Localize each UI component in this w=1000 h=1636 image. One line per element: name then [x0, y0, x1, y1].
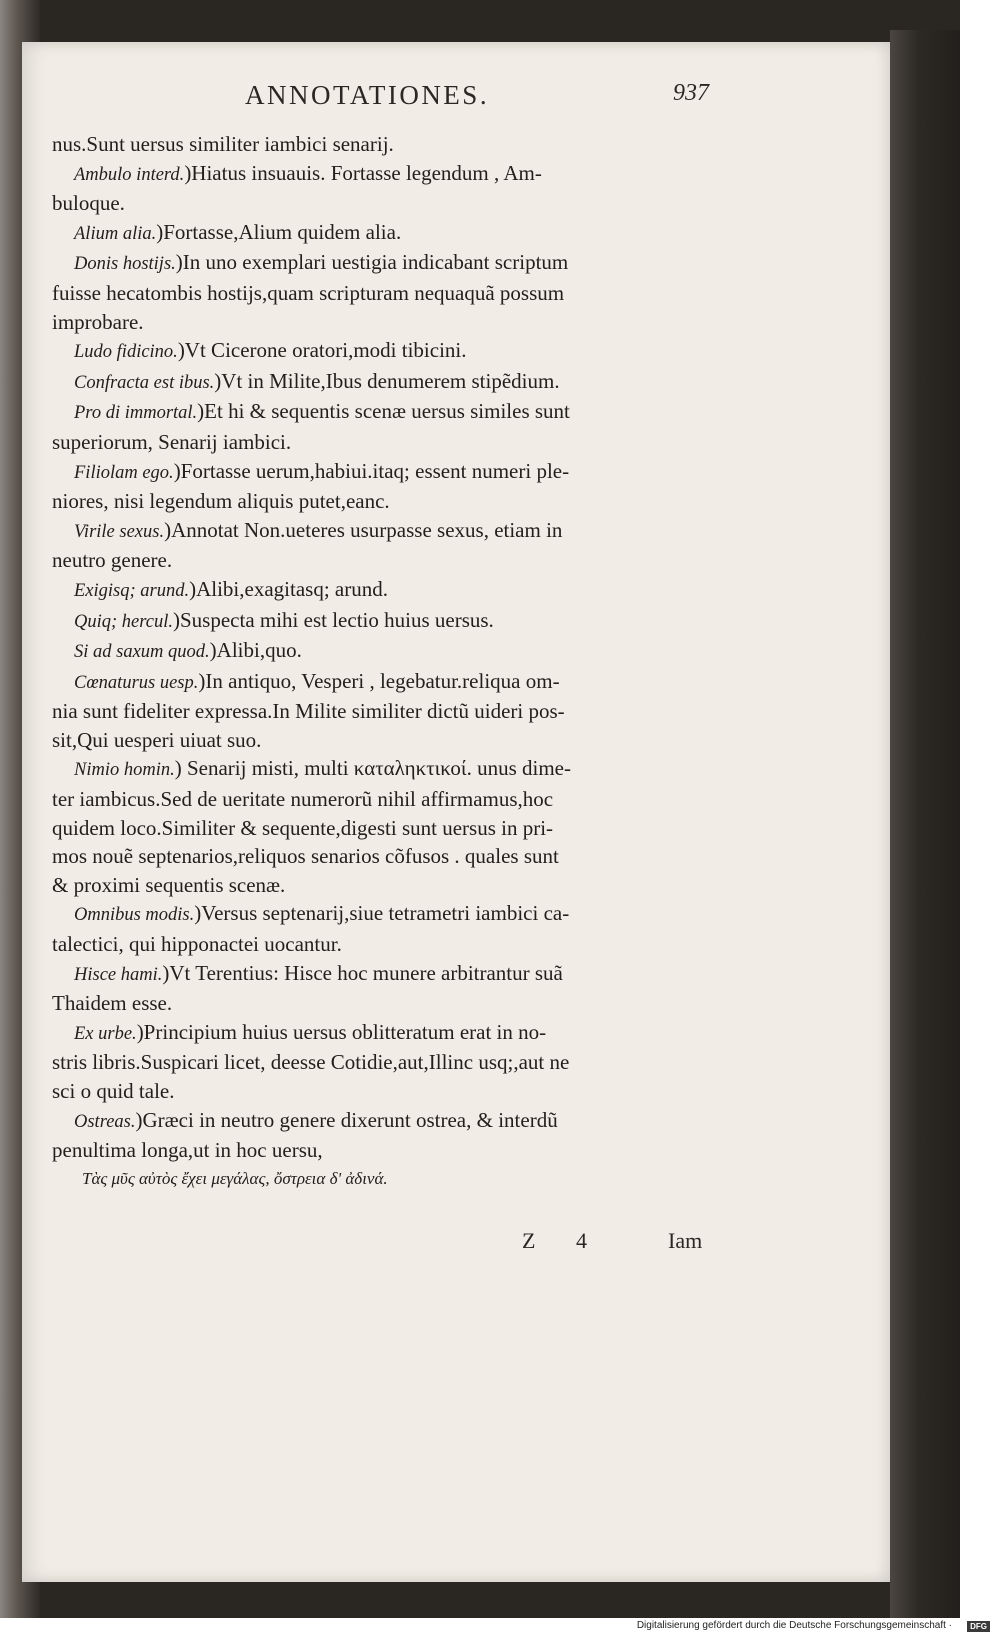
- line-text: sit,Qui uesperi uiuat suo.: [52, 727, 262, 752]
- line-text: )In antiquo, Vesperi , legebatur.reliqua om-: [198, 668, 560, 693]
- text-line: [52, 1136, 732, 1165]
- text-line: [52, 189, 732, 218]
- text-line: [52, 159, 732, 190]
- text-line: [52, 130, 732, 159]
- text-line: [52, 636, 732, 667]
- line-text: )Suspecta mihi est lectio huius uersus.: [173, 607, 494, 632]
- lemma: Ostreas.: [74, 1111, 136, 1132]
- text-line: [52, 814, 732, 843]
- line-text: )Versus septenarij,siue tetrametri iambici ca-: [194, 901, 570, 926]
- text-line: [52, 842, 732, 871]
- line-text: )Hiatus insuauis. Fortasse legendum , Am-: [184, 160, 542, 185]
- line-text: nia sunt fideliter expressa.In Milite similiter dictũ uideri pos-: [52, 699, 565, 724]
- lemma: Filiolam ego.: [74, 462, 174, 483]
- line-text: )In uno exemplari uestigia indicabant scriptum: [175, 250, 569, 275]
- line-text: )Vt Terentius: Hisce hoc munere arbitrantur suã: [162, 960, 563, 985]
- text-line: [52, 546, 732, 575]
- text-line: [52, 606, 732, 637]
- line-text: talectici, qui hipponactei uocantur.: [52, 932, 342, 957]
- line-text: improbare.: [52, 309, 144, 334]
- line-text: )Annotat Non.ueteres usurpasse sexus, etiam in: [164, 517, 563, 542]
- line-text: )Græci in neutro genere dixerunt ostrea, & interdũ: [135, 1107, 558, 1132]
- lemma: Omnibus modis.: [74, 905, 195, 926]
- line-text: )Alibi,exagitasq; arund.: [189, 576, 388, 601]
- line-text: fuisse hecatombis hostijs,quam scripturam nequaquã possum: [52, 280, 565, 305]
- line-text: neutro genere.: [52, 548, 173, 573]
- line-text: & proximi sequentis scenæ.: [52, 872, 286, 897]
- text-line: [52, 336, 732, 367]
- text-line: [52, 697, 732, 726]
- text-line: [52, 899, 732, 930]
- page-edge-shadow: [890, 30, 960, 1618]
- text-line: [52, 428, 732, 457]
- lemma: Confracta est ibus.: [74, 372, 215, 393]
- running-head: ANNOTATIONES.: [245, 80, 490, 110]
- line-text: ter iambicus.Sed de ueritate numerorũ nihil affirmamus,hoc: [52, 787, 554, 812]
- text-line: [52, 726, 732, 755]
- catchword: Iam: [668, 1228, 703, 1253]
- lemma: Si ad saxum quod.: [74, 642, 210, 663]
- signature-letter: Z: [522, 1228, 536, 1253]
- text-line: [52, 457, 732, 488]
- page-number: 937: [673, 80, 709, 106]
- line-text: Thaidem esse.: [52, 991, 173, 1016]
- text-line: [52, 959, 732, 990]
- line-text: niores, nisi legendum aliquis putet,eanc.: [52, 489, 390, 514]
- line-text: )Vt in Milite,Ibus denumerem stipẽdium.: [214, 368, 560, 393]
- text-line: [52, 367, 732, 398]
- text-line: [52, 308, 732, 337]
- line-text: quidem loco.Similiter & sequente,digesti sunt uersus in pri-: [52, 815, 554, 840]
- line-text: )Fortasse,Alium quidem alia.: [156, 219, 402, 244]
- line-text: )Fortasse uerum,habiui.itaq; essent numeri ple-: [173, 458, 570, 483]
- dfg-logo: DFG: [967, 1621, 990, 1632]
- lemma: Nimio homin.: [74, 760, 175, 781]
- lemma: Pro di immortal.: [74, 403, 198, 424]
- text-line: [52, 218, 732, 249]
- text-line: [52, 248, 732, 279]
- text-line: [52, 989, 732, 1018]
- text-block: [52, 130, 732, 1193]
- signature-number: 4: [576, 1228, 587, 1253]
- lemma: Alium alia.: [74, 223, 157, 244]
- lemma: Donis hostijs.: [74, 254, 176, 275]
- line-text: )Vt Cicerone oratori,modi tibicini.: [177, 338, 467, 363]
- line-text: sci o quid tale.: [52, 1079, 175, 1103]
- lemma: Ludo fidicino.: [74, 342, 178, 363]
- line-text: penultima longa,ut in hoc uersu,: [52, 1138, 323, 1163]
- text-line: [52, 785, 732, 814]
- line-text: )Alibi,quo.: [209, 638, 302, 663]
- lemma: Ambulo interd.: [74, 164, 185, 185]
- text-line: [52, 1077, 732, 1106]
- line-text: stris libris.Suspicari licet, deesse Cotidie,aut,Illinc usq;,aut ne: [52, 1050, 570, 1075]
- text-line: [52, 487, 732, 516]
- lemma: Exigisq; arund.: [74, 580, 190, 601]
- line-text: superiorum, Senarij iambici.: [52, 429, 292, 454]
- line-text: )Principium huius uersus oblitteratum erat in no-: [136, 1019, 547, 1044]
- line-text: nus.Sunt uersus similiter iambici senarij.: [52, 132, 394, 156]
- text-line: [52, 1018, 732, 1049]
- text-line: [52, 930, 732, 959]
- line-text: )Et hi & sequentis scenæ uersus similes sunt: [197, 399, 570, 424]
- lemma: Ex urbe.: [74, 1023, 137, 1044]
- text-line: [52, 667, 732, 698]
- lemma: Virile sexus.: [74, 521, 165, 542]
- lemma: Hisce hami.: [74, 964, 163, 985]
- text-line: [52, 279, 732, 308]
- text-line: [52, 516, 732, 547]
- text-line: [52, 1106, 732, 1137]
- lemma: Cœnaturus uesp.: [74, 672, 199, 693]
- line-text: mos nouẽ septenarios,reliquos senarios cõfusos . quales sunt: [52, 844, 559, 869]
- text-line: [52, 397, 732, 428]
- greek-quotation: Τὰς μῦς αὐτὸς ἔχει μεγάλας, ὄστρεια δ' ἀδινά.: [82, 1168, 388, 1188]
- line-text: buloque.: [52, 191, 125, 216]
- footer-credit: Digitalisierung gefördert durch die Deutsche Forschungsgemeinschaft ·: [636, 1620, 952, 1631]
- text-line: [52, 871, 732, 900]
- text-line: [52, 754, 732, 785]
- line-text: ) Senarij misti, multi καταληκτικοί. unus dime-: [174, 756, 571, 781]
- lemma: Quiq; hercul.: [74, 611, 173, 632]
- text-line: [52, 575, 732, 606]
- text-line: [52, 1048, 732, 1077]
